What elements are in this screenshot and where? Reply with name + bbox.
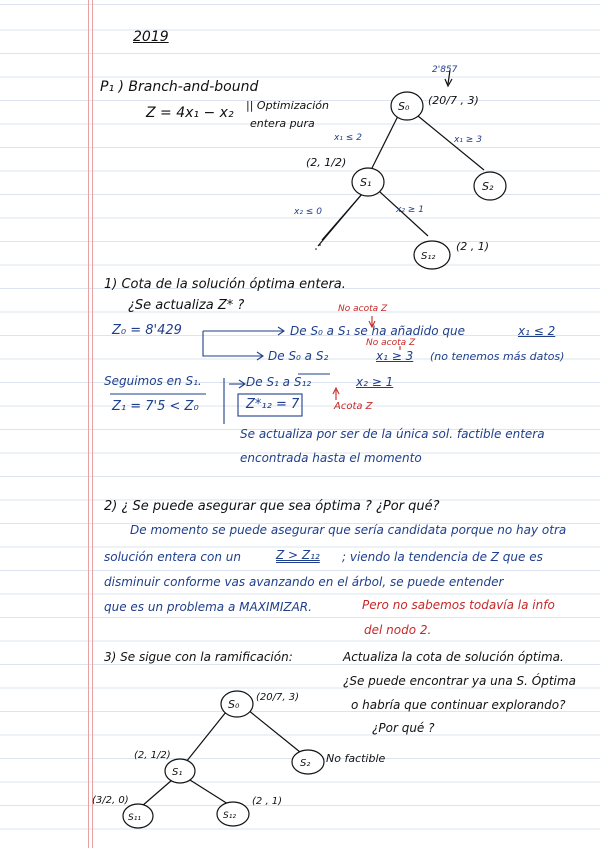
q3-heading: 3) Se sigue con la ramificación:	[104, 650, 293, 664]
year-heading: 2019	[133, 29, 169, 45]
tree1-label-s1: S₁	[360, 176, 372, 189]
tree1-s0-point: (20/7 , 3)	[428, 94, 479, 107]
q3-right-line3: o habría que continuar explorando?	[351, 698, 566, 712]
acota-label: Acota Z	[334, 401, 373, 412]
branch2-text: De S₀ a S₂	[268, 349, 329, 363]
q2-line4-red: Pero no sabemos todavía la info	[362, 598, 555, 612]
tree1-edge-x2-le-0: x₂ ≤ 0	[294, 207, 322, 217]
tree1-s12-point: (2 , 1)	[456, 240, 490, 253]
s1-s12-constraint: x₂ ≥ 1	[356, 375, 394, 389]
q1-question: ¿Se actualiza Z* ?	[128, 298, 245, 313]
z1-value: Z₁ = 7'5 < Z₀	[112, 399, 199, 414]
branch1-text: De S₀ a S₁ se ha añadido que	[290, 324, 465, 338]
tree2-s11-point: (3/2, 0)	[92, 795, 129, 806]
q3-right-line2: ¿Se puede encontrar ya una S. Óptima	[343, 674, 576, 688]
q2-line2-start: solución entera con un	[104, 550, 241, 564]
seguimos-s1: Seguimos en S₁.	[104, 374, 202, 388]
branch2-constraint: x₁ ≥ 3	[376, 349, 414, 363]
tree2-label-s2: S₂	[300, 758, 311, 769]
q2-heading: 2) ¿ Se puede asegurar que sea óptima ? ¿Por qué?	[104, 499, 440, 514]
q1-conclusion-line1: Se actualiza por ser de la única sol. factible entera	[240, 427, 545, 441]
note-line-1: || Optimización	[246, 99, 330, 112]
tree1-label-s2: S₂	[482, 180, 494, 193]
q2-line5-red: del nodo 2.	[364, 623, 432, 637]
note-line-2: entera pura	[250, 117, 315, 130]
tree1-edge-x2-ge-1: x₂ ≥ 1	[396, 205, 424, 215]
z12-boxed-value: Z*₁₂ = 7	[246, 397, 300, 412]
branch2-note: (no tenemos más datos)	[430, 350, 565, 363]
s1-s12-text: De S₁ a S₁₂	[246, 375, 312, 389]
tree1-edge-x1-le-2: x₁ ≤ 2	[334, 133, 362, 143]
problem-title: P₁ ) Branch-and-bound	[100, 79, 259, 95]
q2-line3: disminuir conforme vas avanzando en el árbol, se puede entender	[104, 575, 504, 589]
q1-conclusion-line2: encontrada hasta el momento	[240, 451, 422, 465]
objective-function: Z = 4x₁ − x₂	[146, 105, 234, 121]
tree2-label-s11: S₁₁	[128, 813, 141, 823]
tree1-edge-x1-ge-3: x₁ ≥ 3	[454, 135, 482, 145]
tree2-label-s1: S₁	[172, 767, 183, 778]
tree1-s1-point: (2, 1/2)	[306, 156, 347, 169]
q3-right-line4: ¿Por qué ?	[372, 721, 435, 735]
tree1-s0-value: 2'857	[432, 65, 458, 75]
q3-right-line1: Actualiza la cota de solución óptima.	[343, 650, 564, 664]
tree2-s2-note: No factible	[326, 752, 386, 765]
tree2-s1-point: (2, 1/2)	[134, 750, 171, 761]
tree2-label-s12: S₁₂	[223, 811, 236, 821]
tree2-label-s0: S₀	[228, 698, 240, 711]
no-acota-label-2: No acota Z	[366, 338, 416, 348]
q2-line2-end: ; viendo la tendencia de Z que es	[342, 550, 543, 564]
tree1-label-s0: S₀	[398, 100, 410, 113]
tree2-s12-point: (2 , 1)	[252, 796, 283, 807]
q1-heading: 1) Cota de la solución óptima entera.	[104, 277, 346, 292]
tree2-s0-point: (20/7, 3)	[256, 692, 299, 703]
tree1-label-s12: S₁₂	[421, 251, 436, 262]
q2-line4-start: que es un problema a MAXIMIZAR.	[104, 600, 312, 614]
branch1-constraint: x₁ ≤ 2	[518, 324, 556, 338]
q2-line2-inequality: Z > Z₁₂	[276, 548, 320, 562]
no-acota-label-1: No acota Z	[338, 304, 388, 314]
z0-value: Z₀ = 8'429	[112, 323, 182, 338]
q2-line1: De momento se puede asegurar que sería candidata porque no hay otra	[130, 523, 567, 537]
